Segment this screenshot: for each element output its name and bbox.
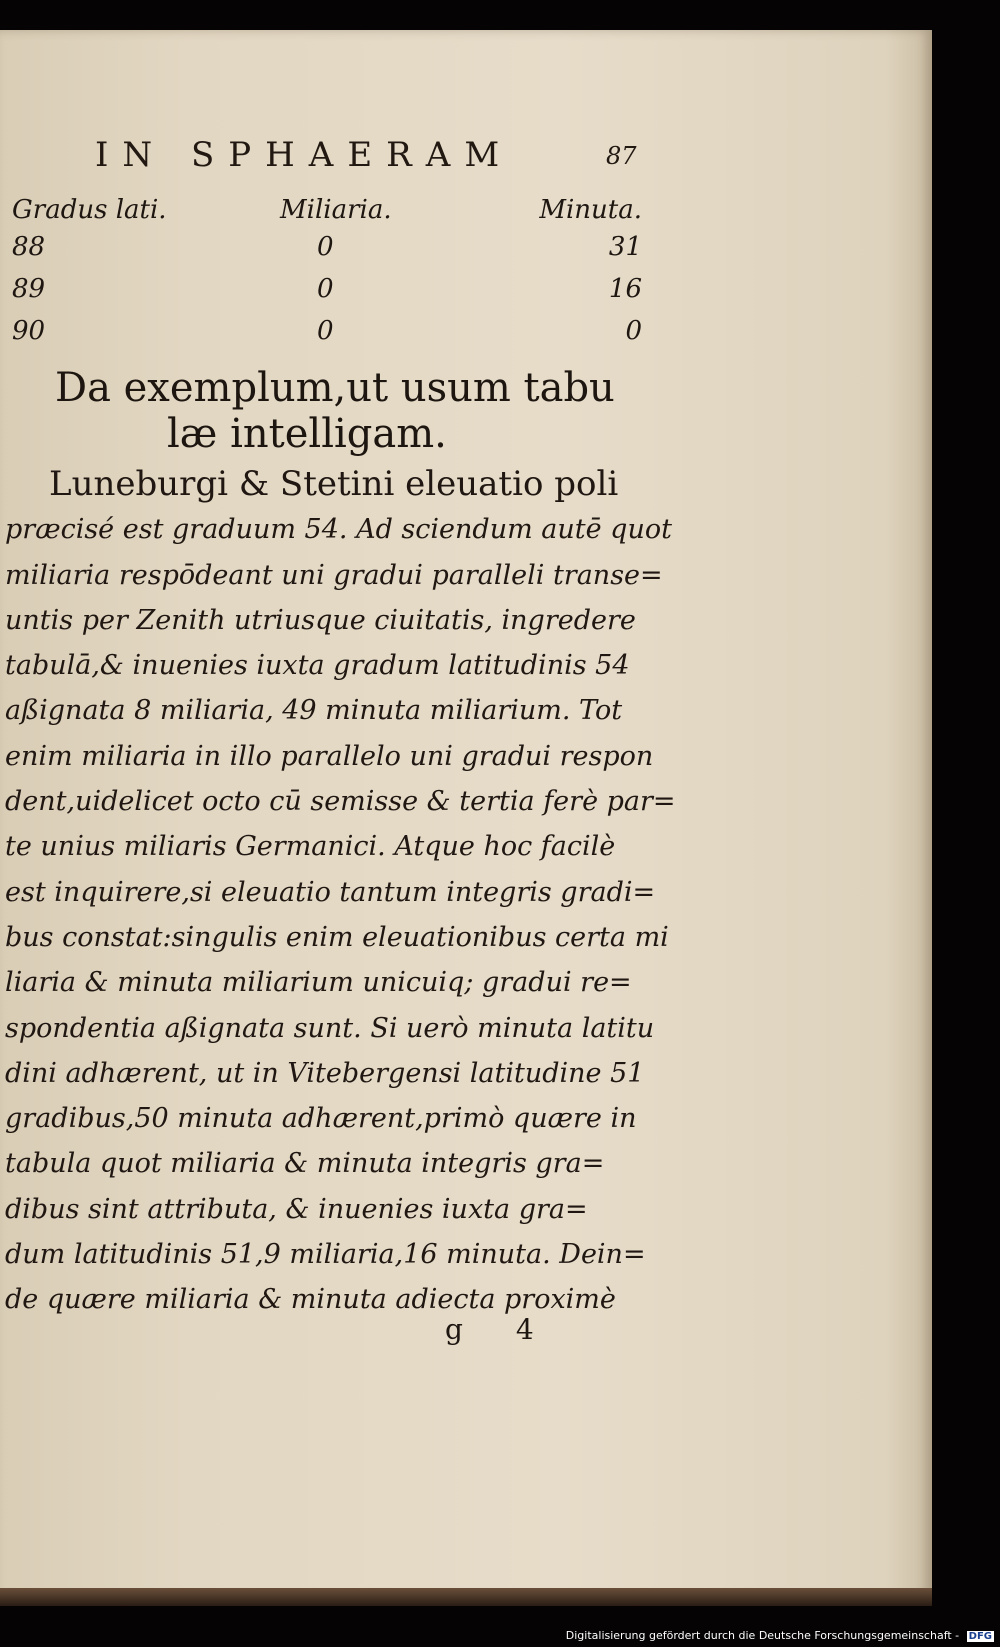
body-line: tabula quot miliaria & minuta integris gra= — [5, 1148, 605, 1180]
body-line: tabulā,& inuenies iuxta gradum latitudinis 54 — [5, 650, 630, 682]
table-header-miliaria: Miliaria. — [280, 195, 392, 225]
body-line: spondentia aßignata sunt. Si uerò minuta latitu — [5, 1012, 655, 1044]
body-line: de quære miliaria & minuta adiecta proximè — [5, 1284, 616, 1316]
body-line: bus constat:singulis enim eleuationibus certa mi — [5, 921, 669, 953]
table-cell-miliaria: 0 — [317, 274, 334, 304]
book-page — [0, 30, 932, 1598]
dfg-logo: DFG — [968, 1631, 992, 1642]
table-cell-miliaria: 0 — [317, 316, 334, 346]
table-header-row — [12, 195, 642, 235]
credit-text: Digitalisierung gefördert durch die Deutsche Forschungsgemeinschaft - — [565, 1629, 960, 1642]
table-header-minuta: Minuta. — [539, 195, 642, 225]
body-line: gradibus,50 minuta adhærent,primò quære in — [5, 1103, 637, 1135]
body-line: aßignata 8 miliaria, 49 minuta miliarium. Tot — [5, 695, 623, 727]
running-head-title: IN SPHAERAM — [95, 135, 514, 175]
table-cell-minuta: 0 — [625, 316, 642, 346]
signature-mark: g 4 — [445, 1313, 556, 1346]
body-line: Luneburgi & Stetini eleuatio poli — [49, 464, 619, 504]
body-paragraph — [5, 462, 676, 1323]
page-bottom-edge — [0, 1588, 932, 1606]
section-heading-line: Da exemplum,ut usum tabu — [55, 365, 615, 411]
table-cell-minuta: 16 — [608, 274, 642, 304]
table-cell-gradus: 89 — [12, 274, 46, 304]
body-line: enim miliaria in illo parallelo uni gradui respon — [5, 740, 654, 772]
body-line: præcisé est graduum 54. Ad sciendum autē quot — [5, 514, 672, 546]
table-cell-miliaria: 0 — [317, 232, 334, 262]
section-heading-line: læ intelligam. — [167, 411, 447, 457]
body-line: untis per Zenith utriusque ciuitatis, ingredere — [5, 604, 636, 636]
digitization-credit — [566, 1629, 994, 1642]
table-row — [12, 316, 642, 356]
table-row — [12, 274, 642, 314]
page-number: 87 — [606, 142, 637, 170]
body-line: dibus sint attributa, & inuenies iuxta gra= — [5, 1193, 588, 1225]
body-line: dini adhærent, ut in Vitebergensi latitudine 51 — [5, 1057, 645, 1089]
body-line: miliaria respōdeant uni gradui paralleli transe= — [5, 559, 663, 591]
body-line: liaria & minuta miliarium unicuiq; gradui re= — [5, 967, 632, 999]
body-line: dum latitudinis 51,9 miliaria,16 minuta. Dein= — [5, 1239, 646, 1271]
table-cell-gradus: 88 — [12, 232, 46, 262]
table-row — [12, 232, 642, 272]
section-heading — [55, 365, 615, 457]
body-line: dent,uidelicet octo cū semisse & tertia ferè par= — [5, 786, 676, 818]
table-cell-gradus: 90 — [12, 316, 46, 346]
table-cell-minuta: 31 — [608, 232, 642, 262]
table-header-gradus: Gradus lati. — [12, 195, 167, 225]
body-line: te unius miliaris Germanici. Atque hoc facilè — [5, 831, 616, 863]
body-line: est inquirere,si eleuatio tantum integris gradi= — [5, 876, 656, 908]
